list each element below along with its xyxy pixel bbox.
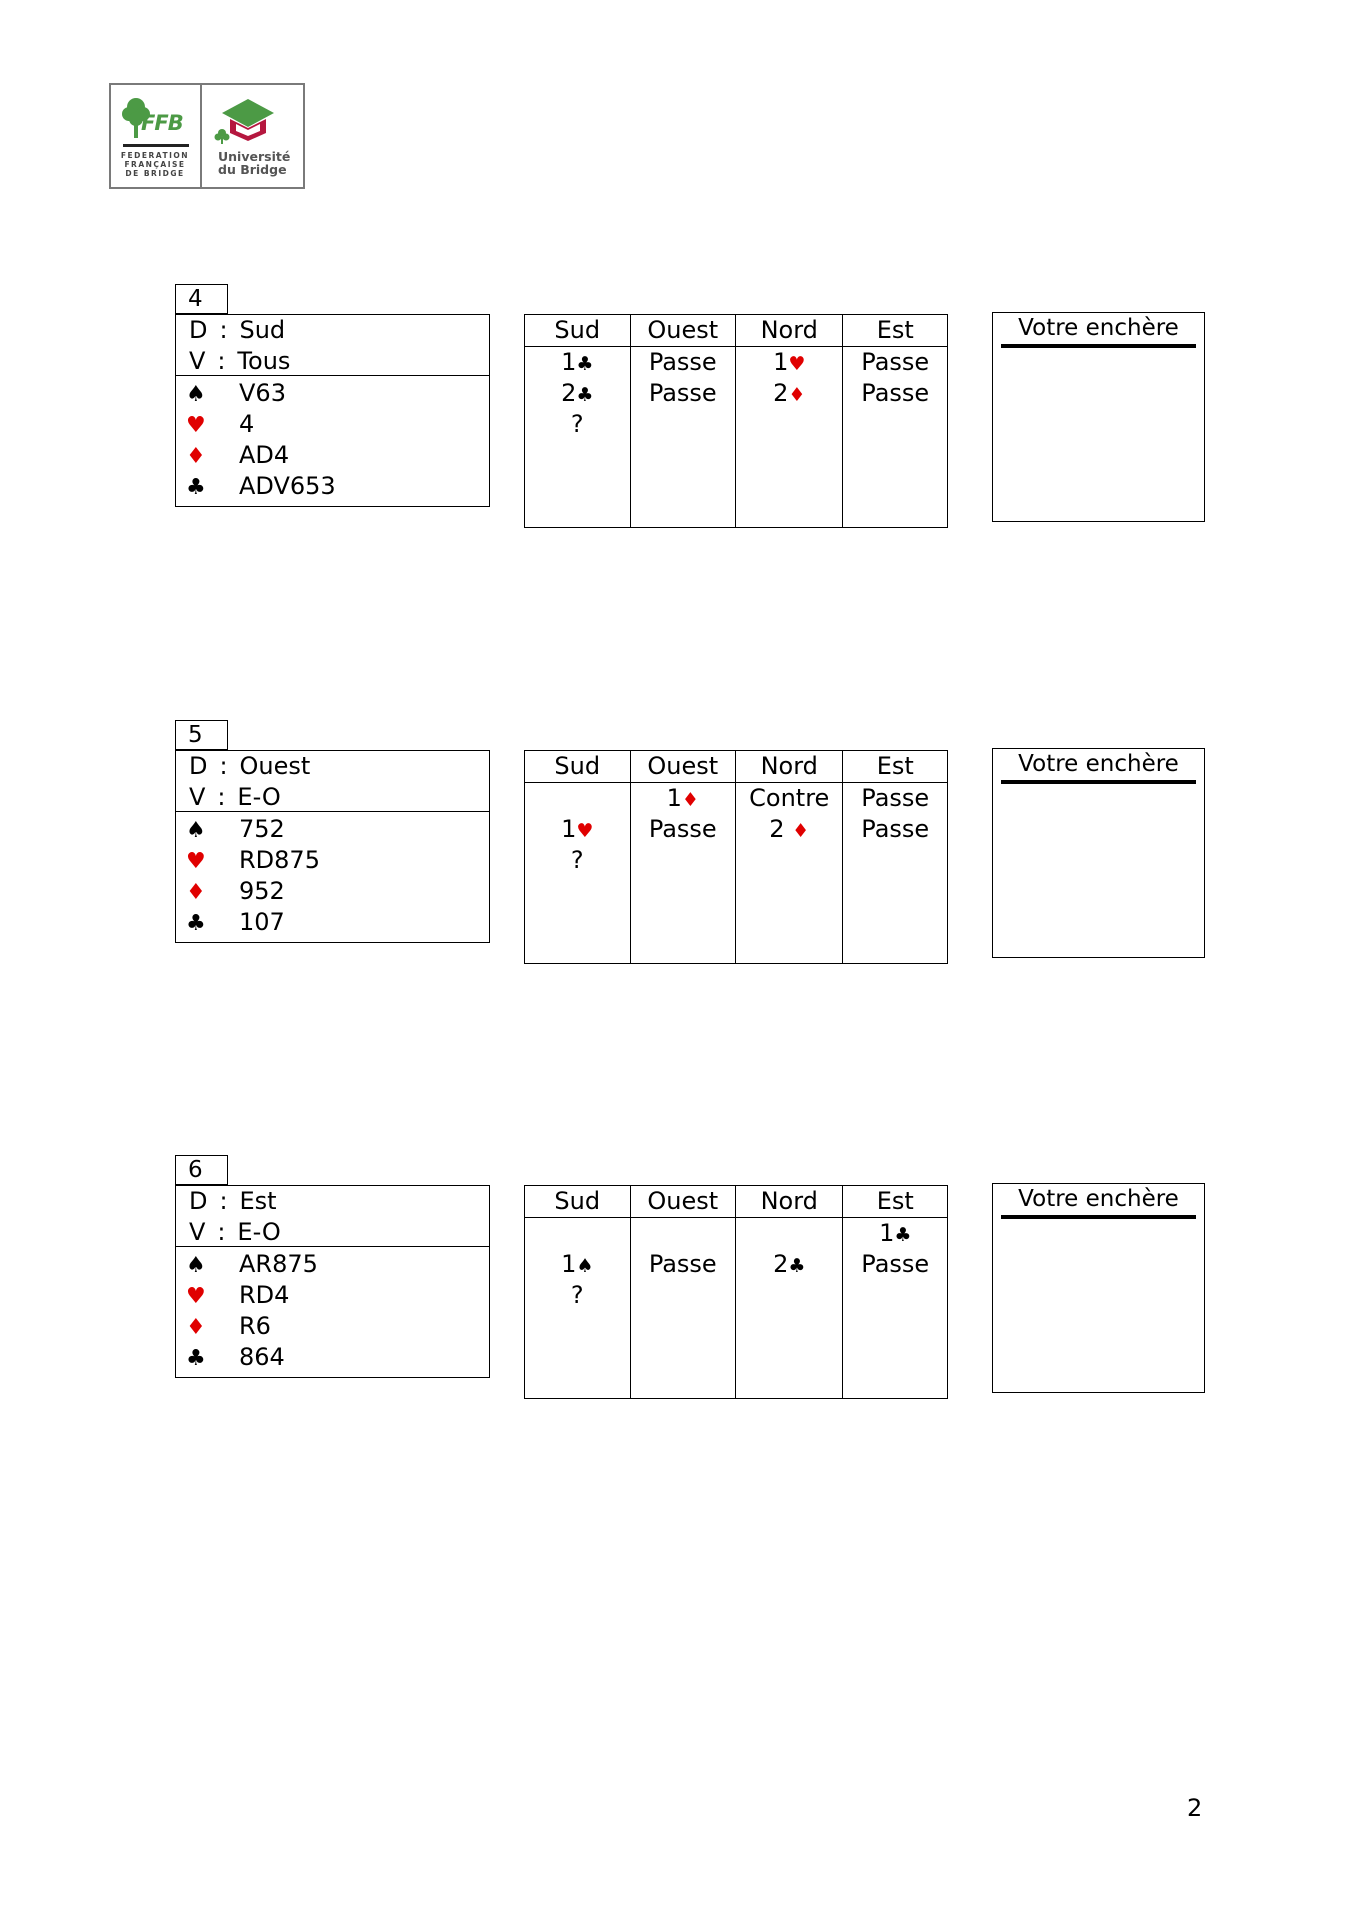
vulnerability-label: V — [189, 347, 206, 375]
auction-bid — [736, 347, 842, 378]
diamond-icon: ♦ — [788, 384, 806, 406]
hand — [176, 376, 489, 506]
auction-bid — [525, 814, 630, 845]
auction-column-body — [843, 347, 947, 527]
bid-box-rule — [1001, 1215, 1196, 1219]
auction-table — [524, 750, 948, 964]
universite-line-1: Université — [218, 149, 291, 164]
bid-text: 1 — [879, 1219, 895, 1247]
auction-bid — [736, 378, 842, 409]
dealer-label: D — [189, 752, 208, 780]
auction-bid — [843, 783, 947, 814]
bid-text: 2 — [773, 379, 789, 407]
logo-line-3: DE BRIDGE — [125, 169, 185, 178]
auction-column-ouest — [631, 1186, 737, 1398]
bid-text: Contre — [749, 784, 830, 812]
bid-text: 2 — [769, 815, 793, 843]
auction-column-nord — [736, 751, 843, 963]
bid-text: Passe — [861, 815, 930, 843]
diamonds-cards: 952 — [239, 877, 285, 905]
universite-logo — [202, 85, 303, 187]
auction-column-body — [631, 783, 736, 963]
ffb-logo — [109, 83, 305, 189]
auction-column-est — [843, 751, 947, 963]
diamond-icon: ♦ — [792, 820, 810, 842]
heart-icon: ♥ — [186, 413, 206, 438]
diamonds-cards: AD4 — [239, 441, 290, 469]
auction-header: Est — [843, 751, 947, 783]
dealer-value: Sud — [239, 316, 286, 344]
diamond-icon: ♦ — [186, 1315, 206, 1340]
bid-box-title: Votre enchère — [1018, 1186, 1179, 1212]
vulnerability-value: E-O — [237, 1218, 281, 1246]
auction-header: Nord — [736, 751, 842, 783]
bid-text: Passe — [861, 348, 930, 376]
clubs-cards: 864 — [239, 1343, 285, 1371]
hand-clubs — [186, 471, 489, 502]
bid-text: Passe — [861, 379, 930, 407]
auction-column-body — [736, 347, 842, 527]
heart-icon: ♥ — [186, 849, 206, 874]
bid-text: Passe — [648, 815, 717, 843]
auction-column-sud — [525, 315, 631, 527]
deal-number: 5 — [175, 720, 228, 750]
clubs-cards: 107 — [239, 908, 285, 936]
dealer-label: D — [189, 316, 208, 344]
spades-cards: V63 — [239, 379, 286, 407]
bid-text: Passe — [648, 379, 717, 407]
bid-text: ? — [570, 846, 584, 874]
universite-line-2: du Bridge — [218, 162, 287, 177]
hand-spades — [186, 1249, 489, 1280]
auction-header: Ouest — [631, 751, 736, 783]
auction-header: Ouest — [631, 1186, 736, 1218]
graduation-cap-icon — [210, 95, 280, 147]
auction-table — [524, 314, 948, 528]
auction-bid — [631, 1218, 736, 1249]
hearts-cards: RD875 — [239, 846, 320, 874]
auction-header: Nord — [736, 315, 842, 347]
logo-line-1: FEDERATION — [120, 151, 190, 160]
spade-icon: ♠ — [186, 818, 206, 843]
dealer-line: D : Sud — [189, 316, 286, 344]
dealer-line: D : Ouest — [189, 752, 311, 780]
auction-column-est — [843, 1186, 947, 1398]
heart-icon: ♥ — [576, 820, 594, 842]
auction-bid — [736, 1218, 842, 1249]
bid-text: 1 — [666, 784, 682, 812]
heart-icon: ♥ — [788, 353, 806, 375]
auction-column-body — [525, 1218, 630, 1398]
hand-hearts — [186, 1280, 489, 1311]
auction-column-body — [631, 1218, 736, 1398]
bid-text: 1 — [561, 815, 577, 843]
auction-bid — [843, 347, 947, 378]
auction-bid — [736, 1249, 842, 1280]
hand-diamonds — [186, 1311, 489, 1342]
auction-column-body — [631, 347, 736, 527]
auction-header: Sud — [525, 1186, 630, 1218]
hearts-cards: 4 — [239, 410, 255, 438]
bid-box-rule — [1001, 344, 1196, 348]
auction-column-nord — [736, 315, 843, 527]
club-icon: ♣ — [186, 1346, 206, 1371]
bid-answer-box[interactable] — [992, 1183, 1205, 1393]
auction-column-body — [843, 1218, 947, 1398]
vulnerability-line: V : E-O — [189, 783, 281, 811]
hand-diamonds — [186, 440, 489, 471]
deal-info — [175, 750, 490, 943]
dealer-line: D : Est — [189, 1187, 277, 1215]
dealer-vulnerability — [176, 751, 489, 812]
auction-column-sud — [525, 1186, 631, 1398]
auction-column-body — [736, 1218, 842, 1398]
bid-box-title: Votre enchère — [1018, 315, 1179, 341]
spade-icon: ♠ — [186, 1253, 206, 1278]
vulnerability-label: V — [189, 1218, 206, 1246]
hand-clubs — [186, 1342, 489, 1373]
auction-bid — [843, 814, 947, 845]
heart-icon: ♥ — [186, 1284, 206, 1309]
ffb-logo-left — [111, 85, 202, 187]
vulnerability-value: Tous — [237, 347, 291, 375]
auction-bid — [736, 814, 842, 845]
auction-header: Est — [843, 315, 947, 347]
hand-spades — [186, 378, 489, 409]
auction-bid — [631, 814, 736, 845]
club-icon: ♣ — [576, 353, 594, 375]
auction-header: Sud — [525, 315, 630, 347]
auction-bid — [525, 1280, 630, 1311]
diamond-icon: ♦ — [186, 880, 206, 905]
auction-column-body — [736, 783, 842, 963]
auction-bid — [843, 1218, 947, 1249]
spade-icon: ♠ — [576, 1255, 594, 1277]
auction-header: Nord — [736, 1186, 842, 1218]
hand-spades — [186, 814, 489, 845]
deal-number: 6 — [175, 1155, 228, 1185]
auction-bid — [525, 1249, 630, 1280]
auction-header: Ouest — [631, 315, 736, 347]
auction-bid — [631, 1249, 736, 1280]
auction-bid — [525, 347, 630, 378]
auction-header: Sud — [525, 751, 630, 783]
hand-hearts — [186, 845, 489, 876]
bid-text: ? — [570, 1281, 584, 1309]
auction-bid — [843, 1249, 947, 1280]
spades-cards: AR875 — [239, 1250, 318, 1278]
auction-column-sud — [525, 751, 631, 963]
vulnerability-line: V : E-O — [189, 1218, 281, 1246]
vulnerability-value: E-O — [237, 783, 281, 811]
hearts-cards: RD4 — [239, 1281, 290, 1309]
spades-cards: 752 — [239, 815, 285, 843]
ffb-text: FFB — [141, 111, 183, 135]
vulnerability-line: V : Tous — [189, 347, 291, 375]
bid-text: 1 — [561, 1250, 577, 1278]
bid-answer-box[interactable] — [992, 312, 1205, 522]
auction-table — [524, 1185, 948, 1399]
hand-diamonds — [186, 876, 489, 907]
auction-column-body — [525, 347, 630, 527]
bid-text: Passe — [861, 784, 930, 812]
hand — [176, 1247, 489, 1377]
bid-text: 2 — [561, 379, 577, 407]
auction-bid — [525, 783, 630, 814]
hand — [176, 812, 489, 942]
deal-info — [175, 1185, 490, 1378]
auction-bid — [525, 845, 630, 876]
bid-answer-box[interactable] — [992, 748, 1205, 958]
bid-text: ? — [570, 410, 584, 438]
auction-bid — [736, 783, 842, 814]
auction-column-est — [843, 315, 947, 527]
universite-text — [218, 150, 290, 176]
auction-column-body — [525, 783, 630, 963]
auction-bid — [631, 347, 736, 378]
dealer-value: Est — [239, 1187, 277, 1215]
deal-info — [175, 314, 490, 507]
auction-bid — [631, 378, 736, 409]
club-icon: ♣ — [186, 911, 206, 936]
dealer-label: D — [189, 1187, 208, 1215]
auction-bid — [843, 378, 947, 409]
auction-column-body — [843, 783, 947, 963]
auction-column-ouest — [631, 751, 737, 963]
club-icon: ♣ — [576, 384, 594, 406]
page-number: 2 — [1187, 1794, 1203, 1822]
bid-text: Passe — [861, 1250, 930, 1278]
hand-hearts — [186, 409, 489, 440]
auction-bid — [525, 409, 630, 440]
auction-header: Est — [843, 1186, 947, 1218]
logo-divider — [123, 144, 189, 147]
auction-bid — [631, 783, 736, 814]
diamond-icon: ♦ — [681, 789, 699, 811]
bid-box-title: Votre enchère — [1018, 751, 1179, 777]
diamond-icon: ♦ — [186, 444, 206, 469]
deal-number: 4 — [175, 284, 228, 314]
club-icon: ♣ — [186, 475, 206, 500]
auction-column-ouest — [631, 315, 737, 527]
dealer-vulnerability — [176, 315, 489, 376]
bid-text: 2 — [773, 1250, 789, 1278]
bid-text: 1 — [561, 348, 577, 376]
auction-bid — [525, 1218, 630, 1249]
dealer-value: Ouest — [239, 752, 311, 780]
logo-line-2: FRANÇAISE — [124, 160, 186, 169]
dealer-vulnerability — [176, 1186, 489, 1247]
bid-text: Passe — [648, 348, 717, 376]
vulnerability-label: V — [189, 783, 206, 811]
hand-clubs — [186, 907, 489, 938]
bid-text: 1 — [773, 348, 789, 376]
bid-text: Passe — [648, 1250, 717, 1278]
bid-box-rule — [1001, 780, 1196, 784]
club-icon: ♣ — [788, 1255, 806, 1277]
club-icon: ♣ — [894, 1224, 912, 1246]
spade-icon: ♠ — [186, 382, 206, 407]
auction-column-nord — [736, 1186, 843, 1398]
clubs-cards: ADV653 — [239, 472, 336, 500]
diamonds-cards: R6 — [239, 1312, 271, 1340]
auction-bid — [525, 378, 630, 409]
